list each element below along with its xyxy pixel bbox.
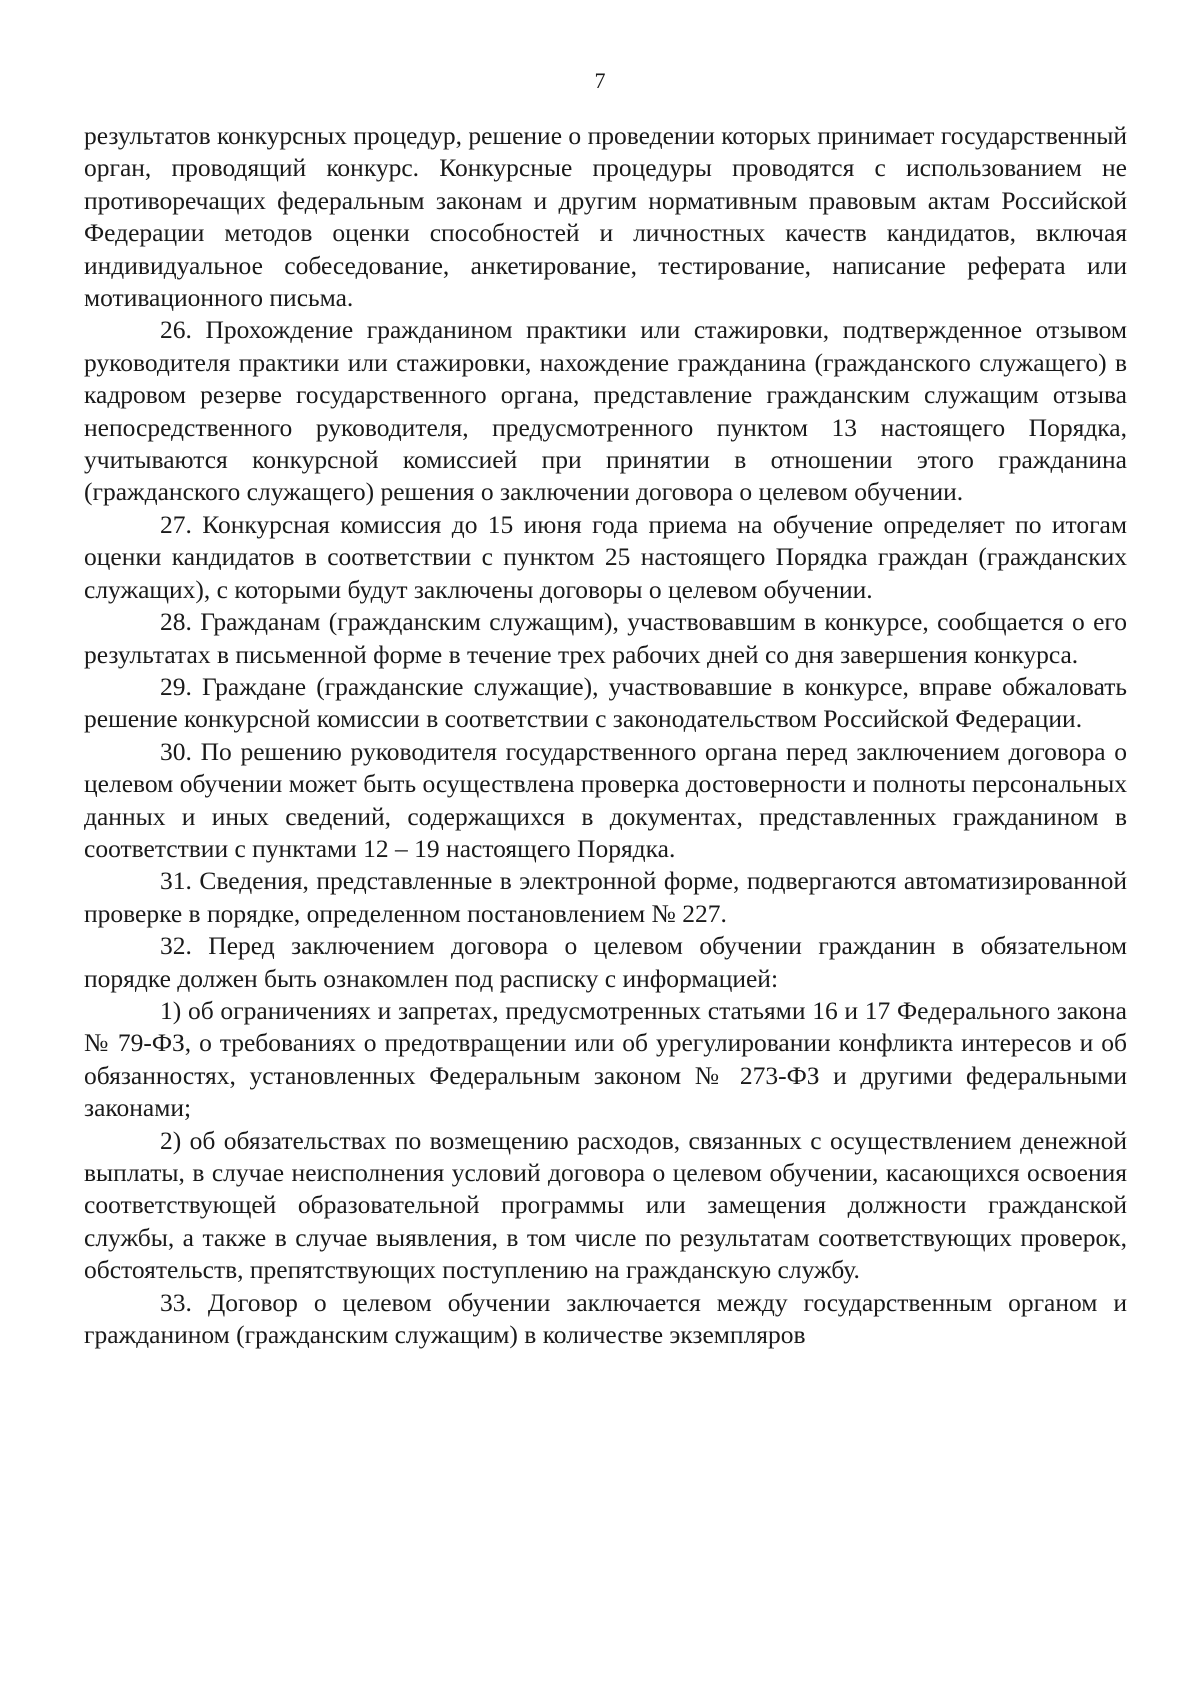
paragraph-27: 27. Конкурсная комиссия до 15 июня года приема на обучение определяет по итогам оценки кандидатов в соответствии с пунктом 25 настоящего Порядка граждан (гражданских служащих), с которыми будут заключены договоры о целевом обучении.	[84, 509, 1127, 604]
page-number: 7	[594, 68, 606, 93]
paragraph-30: 30. По решению руководителя государственного органа перед заключением договора о целевом обучении может быть осуществлена проверка достоверности и полноты персональных данных и иных сведений, содержащихся в документах, представленных гражданином в соответствии с пунктами 12 – 19 настоящего Порядка.	[84, 736, 1127, 863]
paragraph-32: 32. Перед заключением договора о целевом обучении гражданин в обязательном порядке должен быть ознакомлен под расписку с информацией:	[84, 931, 1127, 993]
paragraph-31: 31. Сведения, представленные в электронной форме, подвергаются автоматизированной проверке в порядке, определенном постановлением № 227.	[84, 866, 1127, 928]
paragraph-26: 26. Прохождение гражданином практики или стажировки, подтвержденное отзывом руководителя практики или стажировки, нахождение гражданина (гражданского служащего) в кадровом резерве государственного органа, представление гражданским служащим отзыва непосредственного руководителя, предусмотренного пунктом 13 настоящего Порядка, учитываются конкурсной комиссией при принятии в отношении этого гражданина (гражданского служащего) решения о заключении договора о целевом обучении.	[84, 315, 1127, 507]
paragraph-33: 33. Договор о целевом обучении заключается между государственным органом и гражданином (гражданским служащим) в количестве экземпляров	[84, 1287, 1127, 1350]
paragraph-29: 29. Граждане (гражданские служащие), участвовавшие в конкурсе, вправе обжаловать решение конкурсной комиссии в соответствии с законодательством Российской Федерации.	[84, 671, 1127, 734]
document-body	[84, 120, 1127, 1351]
paragraph-32-item-1: 1) об ограничениях и запретах, предусмотренных статьями 16 и 17 Федерального закона № 79-ФЗ, о требованиях о предотвращении или об урегулировании конфликта интересов и об обязанностях, установленных Федеральным законом № 273-ФЗ и другими федеральными законами;	[84, 995, 1127, 1123]
paragraph-32-item-2: 2) об обязательствах по возмещению расходов, связанных с осуществлением денежной выплаты, в случае неисполнения условий договора о целевом обучении, касающихся освоения соответствующей образовательной программы или замещения должности гражданской службы, а также в случае выявления, в том числе по результатам соответствующих проверок, обстоятельств, препятствующих поступлению на гражданскую службу.	[84, 1125, 1127, 1285]
paragraph-continuation: результатов конкурсных процедур, решение о проведении которых принимает государственный орган, проводящий конкурс. Конкурсные процедуры проводятся с использованием не противоречащих федеральным законам и другим нормативным правовым актам Российской Федерации методов оценки способностей и личностных качеств кандидатов, включая индивидуальное собеседование, анкетирование, тестирование, написание реферата или мотивационного письма.	[84, 121, 1127, 313]
paragraph-28: 28. Гражданам (гражданским служащим), участвовавшим в конкурсе, сообщается о его результатах в письменной форме в течение трех рабочих дней со дня завершения конкурса.	[84, 607, 1127, 669]
